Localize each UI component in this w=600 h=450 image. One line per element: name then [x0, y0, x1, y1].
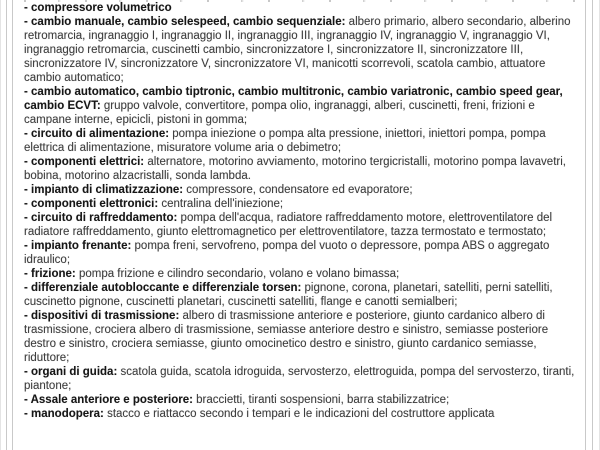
- frame-rule-left-outer: [6, 0, 7, 450]
- item-detail: braccietti, tiranti sospensioni, barra stabilizzatrice;: [192, 394, 450, 406]
- list-item: [24, 239, 577, 267]
- list-item: [24, 365, 577, 393]
- list-item: [24, 155, 577, 183]
- item-label: - componenti elettrici:: [24, 156, 145, 168]
- item-detail: centralina dell'iniezione;: [158, 198, 284, 210]
- item-detail: scatola guida, scatola idroguida, servosterzo, elettroguida, pompa del servosterzo, tiranti, piantone;: [24, 366, 575, 392]
- frame-rule-left-inner: [12, 0, 13, 450]
- list-item: [24, 407, 577, 421]
- item-label: - compressore volumetrico: [24, 2, 172, 14]
- item-label: - impianto frenante:: [24, 240, 132, 252]
- item-detail: pompa dell'acqua, radiatore raffreddamento motore, elettroventilatore del radiatore raffreddamento, giunto elettromagnetico per elettroventilatore, tazza termostato e termostato;: [24, 212, 553, 238]
- item-detail: albero primario, albero secondario, alberino retromarcia, ingranaggio I, ingranaggio II, ingranaggio III, ingranaggio IV, ingranaggio V, ingranaggio VI, ingranaggio retromarcia, cuscinetti cambio, sincronizzatore I, sincronizzatore II, sincronizzatore III, sincronizzatore IV, sincronizzatore V, sincronizzatore VI, manicotti scorrevoli, scatola cambio, attuatore cambio automatico;: [24, 16, 571, 84]
- item-label: - manodopera:: [24, 408, 104, 420]
- item-label: - componenti elettronici:: [24, 198, 159, 210]
- list-item: [24, 267, 577, 281]
- item-label: - organi di guida:: [24, 366, 118, 378]
- list-item: [24, 393, 577, 407]
- list-item: [24, 309, 577, 365]
- item-label: - frizione:: [24, 268, 76, 280]
- item-detail: pompa freni, servofreno, pompa del vuoto o depressore, pompa ABS o aggregato idraulico;: [24, 240, 550, 266]
- list-item: [24, 281, 577, 309]
- list-item: [24, 197, 577, 211]
- item-label: - dispositivi di trasmissione:: [24, 310, 180, 322]
- list-item: [24, 85, 577, 127]
- item-label: - circuito di alimentazione:: [24, 128, 170, 140]
- parts-list: [24, 1, 577, 421]
- item-detail: albero di trasmissione anteriore e posteriore, giunto cardanico albero di trasmissione, crociera albero di trasmissione, semiasse anteriore destro e sinistro, semiasse posteriore destro e sinistro, crociera semiasse, giunto omocinetico destro e sinistro, giunto cardanico semiasse, riduttore;: [24, 310, 549, 364]
- list-item: [24, 211, 577, 239]
- item-detail: compressore, condensatore ed evaporatore;: [183, 184, 413, 196]
- item-label: - cambio manuale, cambio selespeed, cambio sequenziale:: [24, 16, 346, 28]
- list-item: [24, 127, 577, 155]
- page-edge-left: [0, 0, 1, 450]
- item-detail: stacco e riattacco secondo i tempari e le indicazioni del costruttore applicata: [103, 408, 495, 420]
- item-detail: pompa frizione e cilindro secondario, volano e volano bimassa;: [75, 268, 400, 280]
- list-item: [24, 1, 577, 15]
- item-detail: alternatore, motorino avviamento, motorino tergicristalli, motorino pompa lavavetri, bobina, motorino alzacristalli, sonda lambda.: [24, 156, 566, 182]
- item-detail: pignone, corona, planetari, satelliti, perni satelliti, cuscinetto pignone, cuscinetti planetari, cuscinetti satelliti, flange e canotti semialberi;: [24, 282, 553, 308]
- list-item: [24, 183, 577, 197]
- item-detail: pompa iniezione o pompa alta pressione, iniettori, iniettori pompa, pompa elettrica di alimentazione, misuratore volume aria o debimetro;: [24, 128, 546, 154]
- frame-rule-right-outer: [592, 0, 593, 450]
- frame-rule-right-inner: [585, 0, 586, 450]
- item-label: - cambio automatico, cambio tiptronic, cambio multitronic, cambio variatronic, cambio speed gear, cambio ECVT:: [24, 86, 563, 112]
- item-label: - circuito di raffreddamento:: [24, 212, 178, 224]
- list-item: [24, 15, 577, 85]
- item-label: - Assale anteriore e posteriore:: [24, 394, 193, 406]
- item-label: - impianto di climatizzazione:: [24, 184, 184, 196]
- item-label: - differenziale autobloccante e differenziale torsen:: [24, 282, 302, 294]
- item-detail: gruppo valvole, convertitore, pompa olio, ingranaggi, alberi, cuscinetti, freni, frizioni e campane interne, epicicli, pistoni in gomma;: [24, 100, 535, 126]
